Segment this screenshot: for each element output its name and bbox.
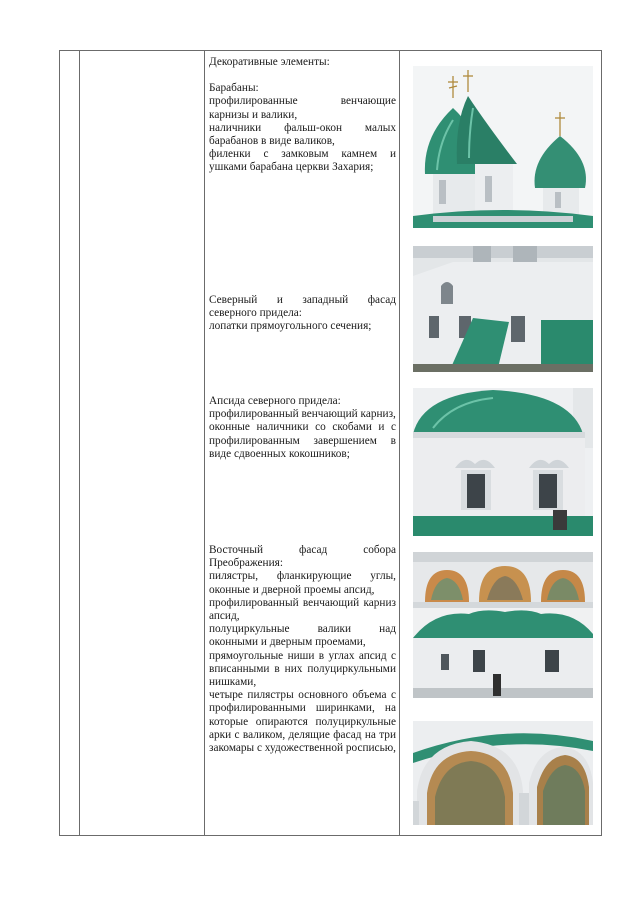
text-line: полуциркульные валики над оконными и дверным проемами,: [209, 623, 396, 649]
table-border-right: [601, 50, 602, 836]
table-border-bottom: [59, 835, 602, 836]
photo-north-apse: [413, 388, 593, 536]
table-border-left: [59, 50, 60, 836]
text-line: Апсида северного придела:: [209, 395, 341, 407]
text-line: Барабаны:: [209, 82, 259, 95]
table-border-top: [59, 50, 602, 51]
section-heading: Декоративные элементы:: [209, 56, 330, 68]
text-line: Северный и западный фасад северного придела:: [209, 294, 396, 320]
text-line: Восточный фасад собора Преображения:: [209, 544, 396, 570]
text-block-north-facade: [209, 294, 396, 334]
text-line: профилированный венчающий карниз,: [209, 408, 396, 421]
text-block-north-apse: [209, 395, 396, 461]
text-line: лопатки прямоугольного сечения;: [209, 320, 372, 333]
text-line: прямоугольные ниши в углах апсид с вписанными в них полуциркульными нишками,: [209, 649, 396, 689]
text-line: филенки с замковым камнем и ушками барабана церкви Захария;: [209, 148, 396, 174]
table-divider-3: [399, 50, 400, 836]
text-line: профилированный венчающий карниз апсид,: [209, 596, 396, 623]
photo-domes: [413, 66, 593, 228]
text-line: наличники фальш-окон малых барабанов в виде валиков,: [209, 121, 396, 148]
table-divider-2: [204, 50, 205, 836]
table-divider-1: [79, 50, 80, 836]
photo-zakomary-frescoes: [413, 721, 593, 825]
text-block-drums: [209, 56, 396, 175]
photo-east-facade: [413, 552, 593, 698]
photo-north-facade: [413, 246, 593, 372]
text-line: пилястры, фланкирующие углы, оконные и дверной проемы апсид,: [209, 570, 396, 596]
text-line: оконные наличники со скобами и с профилированным завершением в виде сдвоенных кокошников;: [209, 421, 396, 460]
text-line: четыре пилястры основного объема с профилированными ширинками, на которые опираются полуциркульные арки с валиком, делящие фасад на три закомары с художественной росписью,: [209, 689, 396, 755]
text-line: профилированные венчающие карнизы и валики,: [209, 95, 396, 121]
text-block-east-facade: [209, 544, 396, 755]
